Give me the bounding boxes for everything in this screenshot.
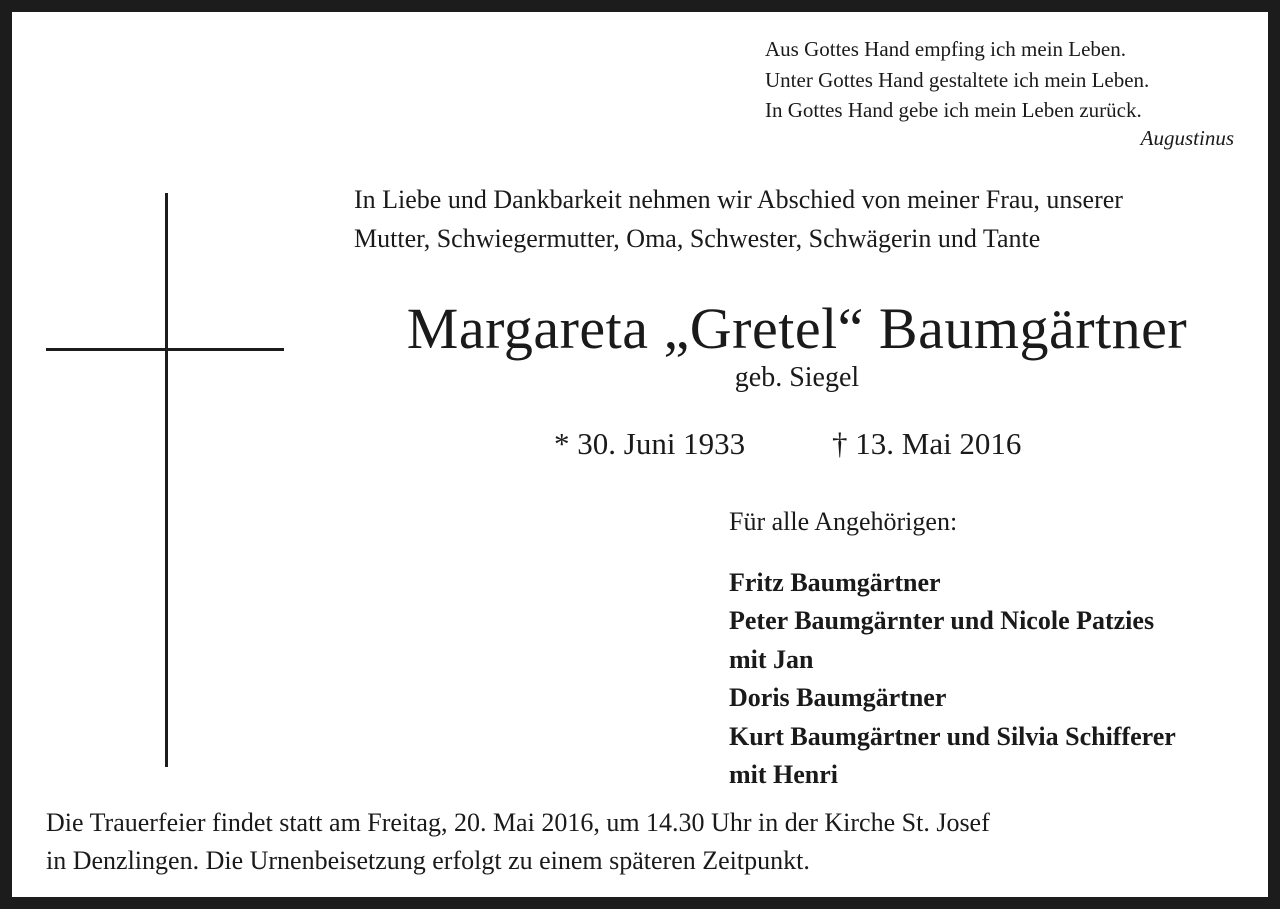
family-list xyxy=(729,564,1269,794)
quote xyxy=(765,34,1245,126)
death-date: † 13. Mai 2016 xyxy=(832,426,1022,461)
funeral-notice xyxy=(46,804,1246,880)
family-line: mit Henri xyxy=(729,760,839,790)
intro-text xyxy=(354,180,1254,258)
intro-line: Mutter, Schwiegermutter, Oma, Schwester, Schwägerin und Tante xyxy=(354,224,1041,253)
quote-line: Unter Gottes Hand gestaltete ich mein Leben. xyxy=(765,67,1150,92)
intro-line: In Liebe und Dankbarkeit nehmen wir Abschied von meiner Frau, unserer xyxy=(354,185,1123,214)
notice-line: in Denzlingen. Die Urnenbeisetzung erfolgt zu einem späteren Zeitpunkt. xyxy=(46,846,810,875)
deceased-name: Margareta „Gretel“ Baumgärtner xyxy=(406,296,1188,361)
family-line: Peter Baumgärnter und Nicole Patzies xyxy=(729,606,1155,636)
family-heading: Für alle Angehörigen: xyxy=(729,507,958,536)
notice-line: Die Trauerfeier findet statt am Freitag, 20. Mai 2016, um 14.30 Uhr in der Kirche St. Josef xyxy=(46,808,990,837)
quote-author: Augustinus xyxy=(1140,126,1234,150)
quote-line: Aus Gottes Hand empfing ich mein Leben. xyxy=(765,37,1126,61)
maiden-name: geb. Siegel xyxy=(734,362,860,393)
cross-icon-crossbar xyxy=(46,348,284,351)
cross-icon xyxy=(165,193,168,767)
family-line: Kurt Baumgärtner und Silvia Schifferer xyxy=(729,721,1176,751)
family-line: Doris Baumgärtner xyxy=(729,683,947,713)
birth-date: * 30. Juni 1933 xyxy=(554,426,746,461)
family-line: Fritz Baumgärtner xyxy=(729,568,941,597)
quote-line: In Gottes Hand gebe ich mein Leben zurück. xyxy=(765,98,1142,122)
family-line: mit Jan xyxy=(729,644,814,674)
